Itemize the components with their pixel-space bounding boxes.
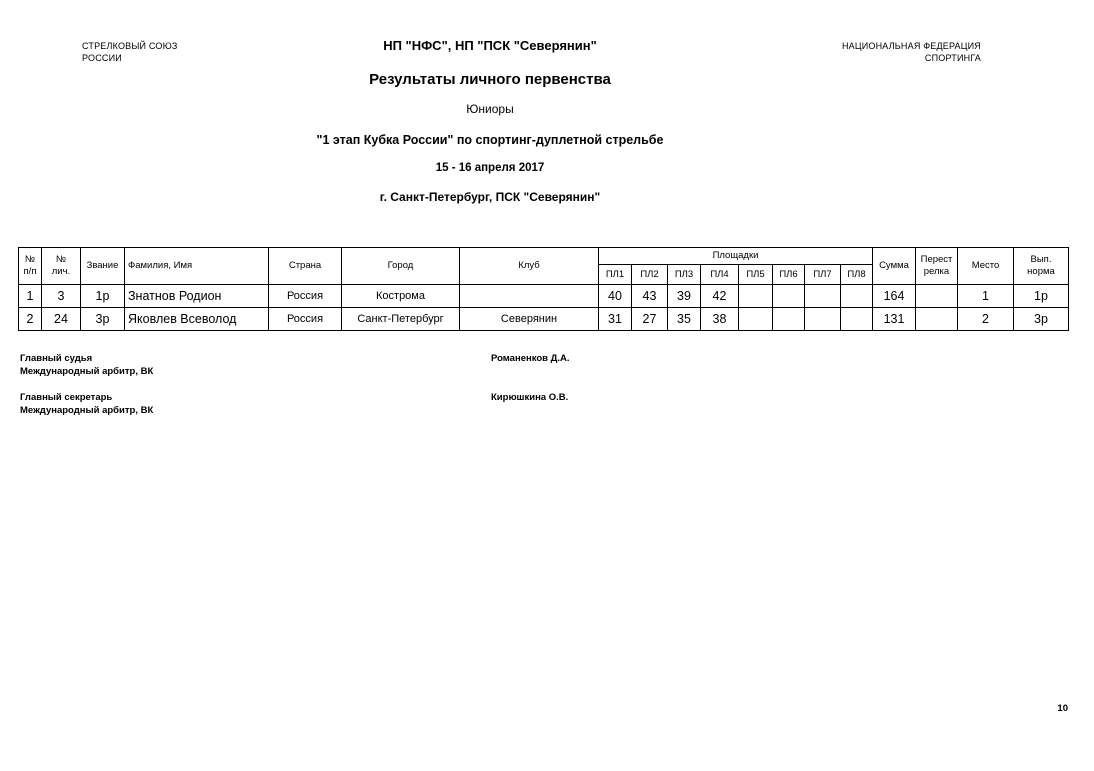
chief-judge-role: Главный судья (20, 353, 93, 364)
cell-platform-7 (805, 285, 841, 308)
chief-judge-name: Романенков Д.А. (491, 353, 570, 364)
col-platform-4-header: ПЛ4 (701, 265, 739, 285)
results-table (18, 247, 1069, 331)
cell-city: Санкт-Петербург (342, 308, 460, 331)
organizers: НП "НФС", НП "ПСК "Северянин" (383, 38, 597, 53)
cell-sum: 164 (873, 285, 916, 308)
col-club-header: Клуб (460, 248, 599, 285)
cell-platform-6 (773, 308, 805, 331)
chief-judge-block (20, 352, 153, 378)
chief-secretary-block (20, 391, 153, 417)
col-platform-5-header: ПЛ5 (739, 265, 773, 285)
cell-license: 24 (42, 308, 81, 331)
table-header-row (19, 248, 1069, 265)
page-number: 10 (1057, 703, 1068, 714)
cell-place: 1 (958, 285, 1014, 308)
cell-num: 2 (19, 308, 42, 331)
cell-shootoff (916, 285, 958, 308)
cell-rank: 3р (81, 308, 125, 331)
cell-platform-3: 39 (668, 285, 701, 308)
cell-rank: 1р (81, 285, 125, 308)
cell-sum: 131 (873, 308, 916, 331)
header-left-line2: РОССИИ (82, 53, 122, 63)
cell-platform-8 (841, 285, 873, 308)
cell-club (460, 285, 599, 308)
header-right-line2: СПОРТИНГА (924, 53, 981, 63)
col-place-header: Место (958, 248, 1014, 285)
cell-platform-1: 40 (599, 285, 632, 308)
cell-name: Яковлев Всеволод (125, 308, 269, 331)
event-dates: 15 - 16 апреля 2017 (435, 162, 545, 174)
chief-secretary-name: Кирюшкина О.В. (491, 392, 569, 403)
header-right-line1: НАЦИОНАЛЬНАЯ ФЕДЕРАЦИЯ (841, 41, 981, 51)
cell-country: Россия (269, 308, 342, 331)
header-left-line1: СТРЕЛКОВЫЙ СОЮЗ (82, 41, 178, 51)
cell-platform-2: 43 (632, 285, 668, 308)
col-platform-8-header: ПЛ8 (841, 265, 873, 285)
cell-norm: 1р (1014, 285, 1069, 308)
col-platform-2-header: ПЛ2 (632, 265, 668, 285)
col-city-header: Город (342, 248, 460, 285)
cell-platform-5 (739, 285, 773, 308)
cell-country: Россия (269, 285, 342, 308)
col-shootoff-header: Перест релка (916, 248, 958, 285)
col-name-header: Фамилия, Имя (125, 248, 269, 285)
cell-name: Знатнов Родион (125, 285, 269, 308)
col-country-header: Страна (269, 248, 342, 285)
col-license-header: № лич. (42, 248, 81, 285)
document-title: Результаты личного первенства (369, 71, 611, 88)
col-platform-7-header: ПЛ7 (805, 265, 841, 285)
chief-secretary-title: Международный арбитр, ВК (20, 405, 154, 416)
col-norm-header: Вып. норма (1014, 248, 1069, 285)
cell-norm: 3р (1014, 308, 1069, 331)
cell-platform-5 (739, 308, 773, 331)
cell-platform-1: 31 (599, 308, 632, 331)
col-platform-6-header: ПЛ6 (773, 265, 805, 285)
col-num-header: № п/п (19, 248, 42, 285)
col-sum-header: Сумма (873, 248, 916, 285)
cell-shootoff (916, 308, 958, 331)
event-name: "1 этап Кубка России" по спортинг-дуплетной стрельбе (316, 133, 664, 147)
category: Юниоры (466, 102, 514, 116)
col-platform-3-header: ПЛ3 (668, 265, 701, 285)
event-place: г. Санкт-Петербург, ПСК "Северянин" (379, 190, 601, 204)
cell-city: Кострома (342, 285, 460, 308)
cell-license: 3 (42, 285, 81, 308)
cell-num: 1 (19, 285, 42, 308)
chief-secretary-role: Главный секретарь (20, 392, 113, 403)
cell-platform-7 (805, 308, 841, 331)
cell-platform-8 (841, 308, 873, 331)
cell-place: 2 (958, 308, 1014, 331)
chief-judge-title: Международный арбитр, ВК (20, 366, 154, 377)
col-platforms-header: Площадки (599, 248, 873, 265)
cell-platform-6 (773, 285, 805, 308)
cell-platform-4: 42 (701, 285, 739, 308)
col-rank-header: Звание (81, 248, 125, 285)
cell-club: Северянин (460, 308, 599, 331)
cell-platform-4: 38 (701, 308, 739, 331)
col-platform-1-header: ПЛ1 (599, 265, 632, 285)
cell-platform-2: 27 (632, 308, 668, 331)
cell-platform-3: 35 (668, 308, 701, 331)
table-row (19, 285, 1069, 308)
table-row (19, 308, 1069, 331)
